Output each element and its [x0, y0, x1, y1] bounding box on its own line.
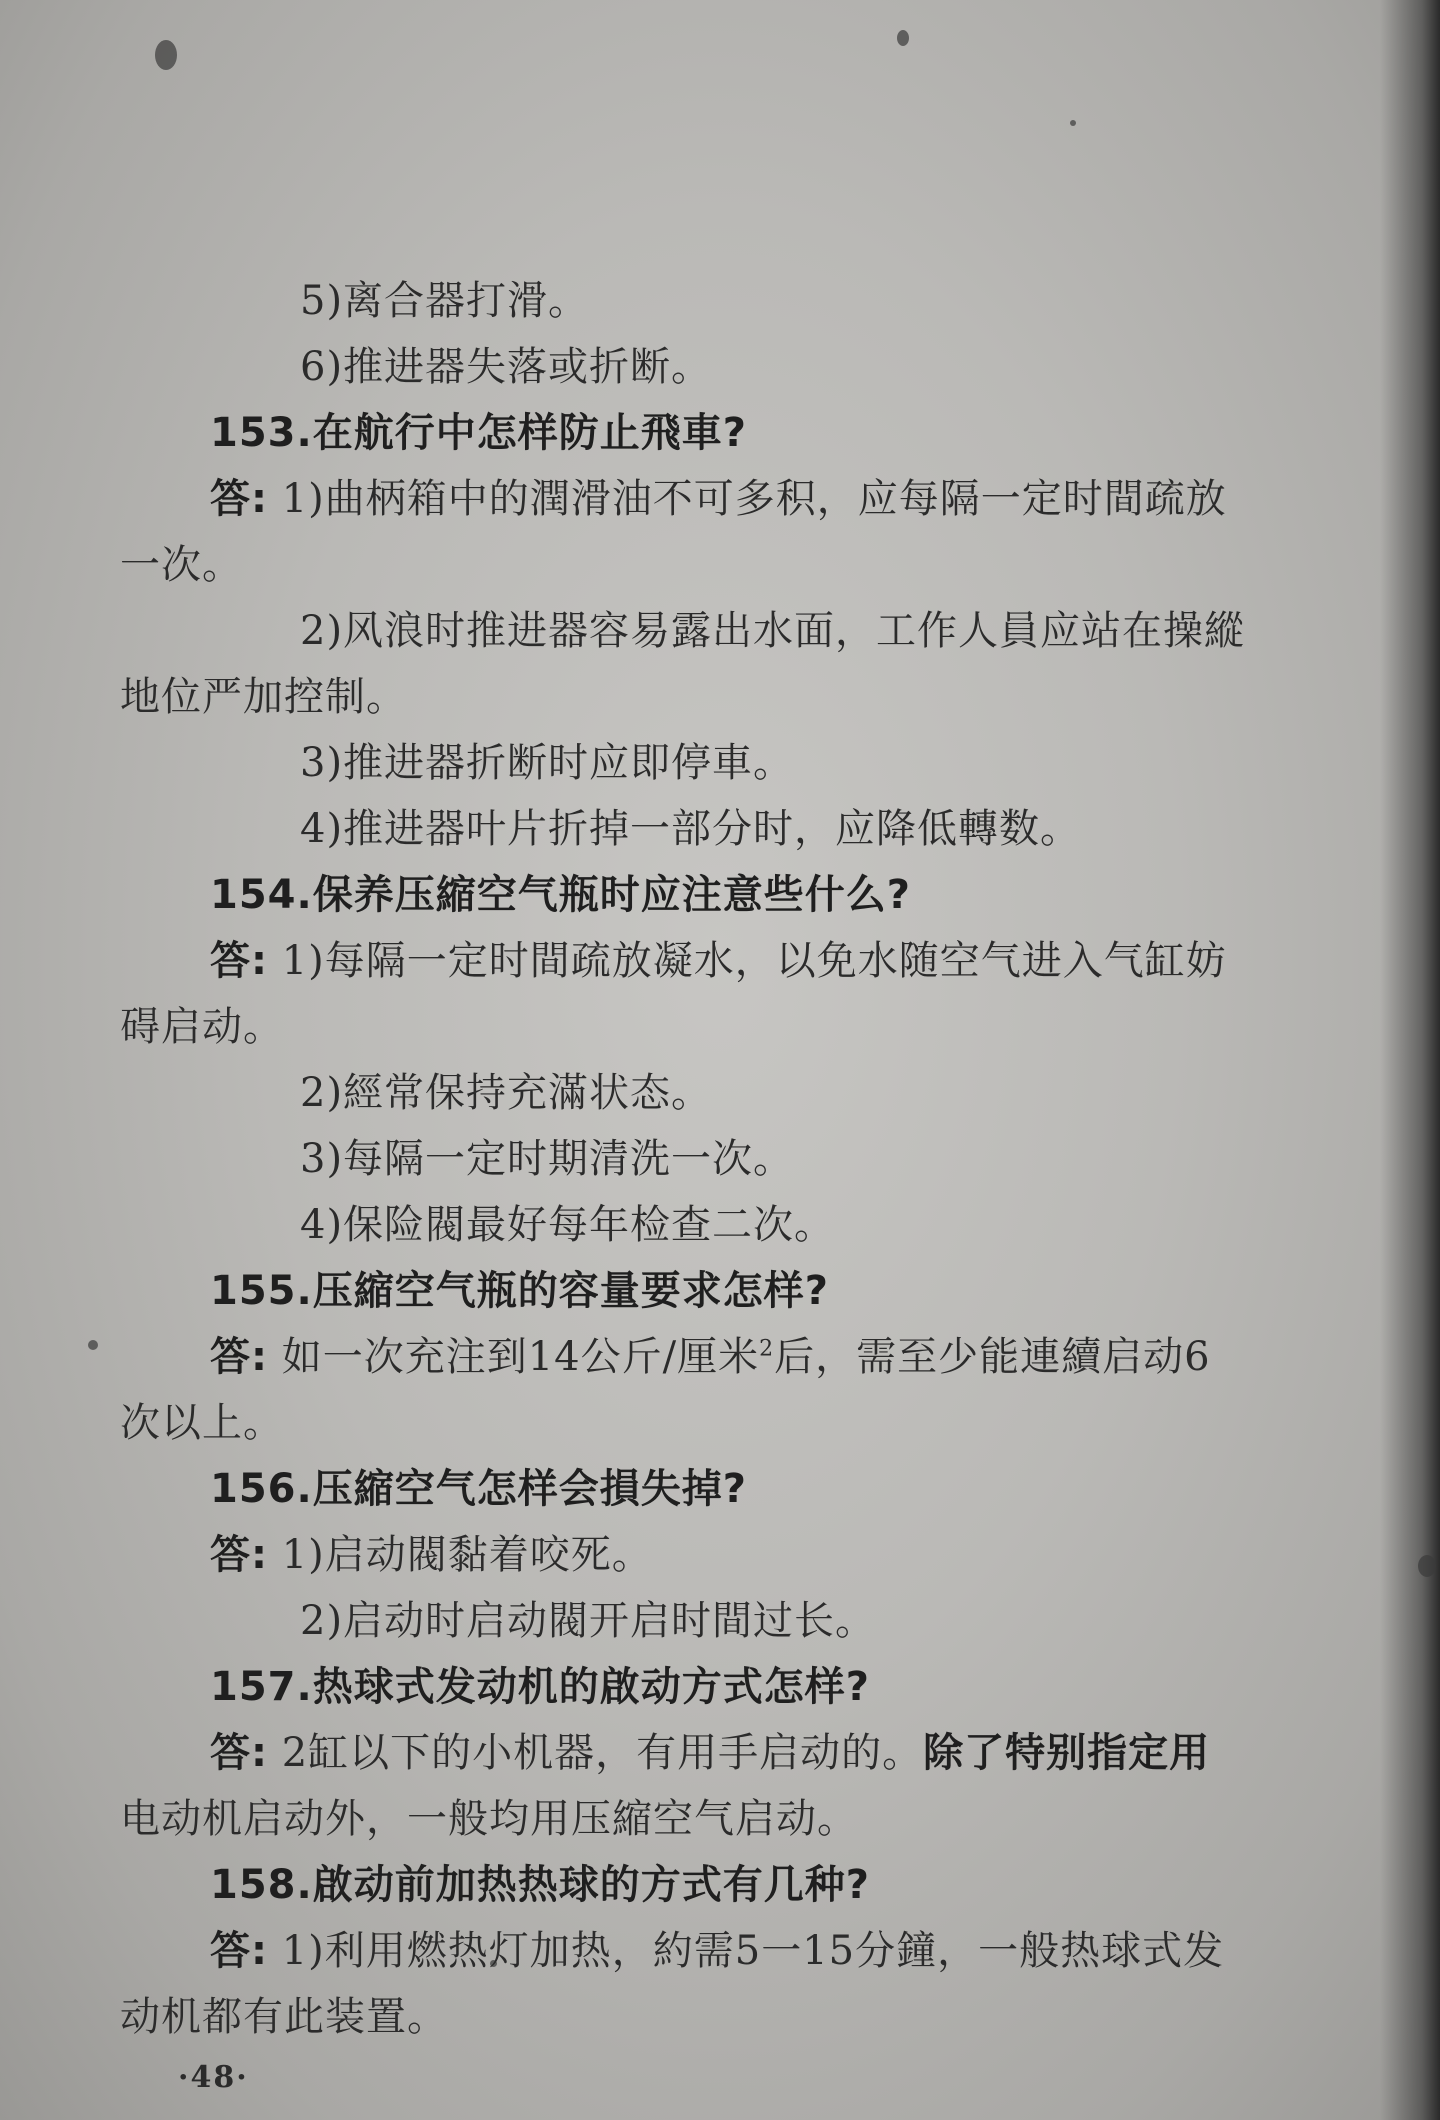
answer-line	[120, 466, 1320, 532]
text-line: 6)推进器失落或折断。	[300, 344, 713, 390]
text-line: 2)风浪时推进器容易露出水面，工作人員应站在操縱	[300, 608, 1246, 654]
page-edge-shadow	[1380, 0, 1440, 2120]
text-line: 4)保险閥最好每年检查二次。	[300, 1202, 836, 1248]
answer-line	[120, 928, 1320, 994]
page-number: ·48·	[178, 2060, 249, 2095]
superscript: 2	[759, 1336, 775, 1362]
text-line: 次以上。	[120, 1400, 284, 1446]
answer-line	[120, 1522, 1320, 1588]
text-line: 电动机启动外，一般均用压縮空气启动。	[120, 1796, 858, 1842]
text-line: 一次。	[120, 542, 243, 588]
question-heading: 154.保养压縮空气瓶时应注意些什么?	[210, 872, 911, 918]
text-line: 4)推进器叶片折掉一部分时，应降低轉数。	[300, 806, 1082, 852]
answer-line	[120, 1324, 1320, 1390]
answer-text: 1)利用燃热灯加热，約需5一15分鐘，一般热球式发	[281, 1928, 1225, 1974]
answer-text: 1)曲柄箱中的潤滑油不可多积，应每隔一定时間疏放	[281, 476, 1227, 522]
ink-speck	[1418, 1555, 1436, 1577]
text-line: 碍启动。	[120, 1004, 284, 1050]
ink-speck	[897, 30, 909, 46]
text-line: 地位严加控制。	[120, 674, 407, 720]
text-line: 5)离合器打滑。	[300, 278, 590, 324]
answer-label: 答:	[210, 1730, 268, 1776]
answer-text: 1)启动閥黏着咬死。	[281, 1532, 653, 1578]
ink-speck	[155, 40, 177, 70]
text-line: 动机都有此装置。	[120, 1994, 448, 2040]
answer-label: 答:	[210, 476, 268, 522]
answer-text: 1)每隔一定时間疏放凝水，以免水随空气进入气缸妨	[281, 938, 1227, 984]
answer-label: 答:	[210, 1928, 268, 1974]
answer-line	[120, 1918, 1320, 1984]
text-line: 3)每隔一定时期清洗一次。	[300, 1136, 795, 1182]
question-heading: 153.在航行中怎样防止飛車?	[210, 410, 747, 456]
answer-label: 答:	[210, 1334, 268, 1380]
answer-text: 后，需至少能連續启动6	[774, 1334, 1211, 1380]
text-line: 3)推进器折断时应即停車。	[300, 740, 795, 786]
answer-label: 答:	[210, 938, 268, 984]
text-line: 2)启动时启动閥开启时間过长。	[300, 1598, 877, 1644]
answer-text: 如一次充注到14公斤/厘米	[281, 1334, 760, 1380]
text-line: 2)經常保持充滿状态。	[300, 1070, 713, 1116]
question-heading: 157.热球式发动机的啟动方式怎样?	[210, 1664, 870, 1710]
answer-line	[120, 1720, 1320, 1786]
question-heading: 158.啟动前加热热球的方式有几种?	[210, 1862, 870, 1908]
question-heading: 156.压縮空气怎样会損失掉?	[210, 1466, 747, 1512]
ink-speck	[1070, 120, 1076, 126]
page-body	[120, 268, 1320, 2050]
ink-speck	[88, 1340, 98, 1350]
question-heading: 155.压縮空气瓶的容量要求怎样?	[210, 1268, 829, 1314]
answer-text: 2缸以下的小机器，有用手启动的。	[281, 1730, 924, 1776]
answer-label: 答:	[210, 1532, 268, 1578]
answer-text-bold: 除了特别指定用	[923, 1730, 1211, 1776]
